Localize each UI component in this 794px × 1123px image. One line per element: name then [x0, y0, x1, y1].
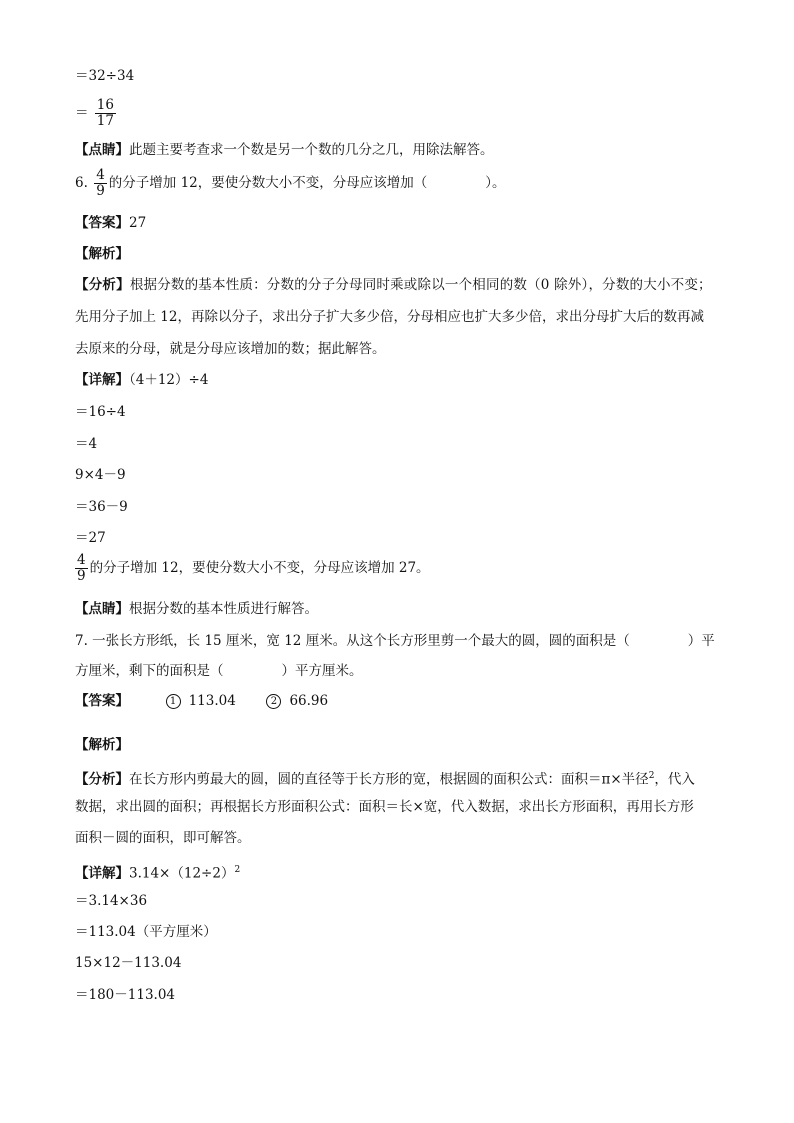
tip-6: 【点睛】根据分数的基本性质进行解答。	[75, 601, 318, 617]
detail-6-line3: ＝4	[75, 436, 98, 452]
analysis-6-line3: 去原来的分母，就是分母应该增加的数；据此解答。	[75, 341, 386, 357]
analysis-7-line3: 面积－圆的面积，即可解答。	[75, 830, 251, 846]
analysis-6-line1: 【分析】根据分数的基本性质：分数的分子分母同时乘或除以一个相同的数（0 除外），分数的大小不变；	[75, 277, 712, 293]
detail-6-line7: $\frac{4}{9}$ 的分子增加 12，要使分数大小不变，分母应该增加 27。	[77, 552, 430, 584]
detail-6-line6: ＝27	[75, 530, 106, 546]
detail-6-line4: 9×4－9	[75, 467, 126, 483]
analysis-heading-6: 【解析】	[75, 246, 129, 262]
fraction-4-9: $\frac{4}{9}$	[96, 167, 105, 199]
question-7-line2: 方厘米，剩下的面积是（ ）平方厘米。	[75, 663, 363, 679]
tip-line: 【点睛】此题主要考查求一个数是另一个数的几分之几，用除法解答。	[75, 142, 494, 158]
detail-7-line5: ＝180－113.04	[75, 987, 176, 1003]
fraction-16-17: $\frac{16}{17}$	[96, 97, 114, 129]
detail-6-line2: ＝16÷4	[75, 404, 126, 420]
detail-6-line1: 【详解】（4＋12）÷4	[75, 372, 209, 388]
calc-line: ＝32÷34	[75, 68, 135, 84]
analysis-6-line2: 先用分子加上 12，再除以分子，求出分子扩大多少倍，分母相应也扩大多少倍，求出分母扩大后的数再减	[75, 309, 704, 325]
analysis-7-line2: 数据，求出圆的面积；再根据长方形面积公式：面积＝长×宽，代入数据，求出长方形面积，再用长方形	[75, 799, 694, 815]
question-6: 6. $\frac{4}{9}$ 的分子增加 12，要使分数大小不变，分母应该增加（ ）。	[75, 167, 506, 199]
detail-7-line1: 【详解】$3.14\times(12\div 2)^2$	[75, 865, 241, 882]
detail-7-line2: ＝3.14×36	[75, 893, 148, 909]
tip-tag: 【点睛】	[75, 142, 129, 158]
question-7-line1: 7. 一张长方形纸，长 15 厘米，宽 12 厘米。从这个长方形里剪一个最大的圆，圆的面积是（ ）平	[75, 633, 715, 649]
analysis-heading-7: 【解析】	[75, 737, 129, 753]
circled-number-2: 2	[266, 694, 281, 709]
answer-7: 【答案】 1 113.04 2 66.96	[75, 693, 329, 709]
answer-6: 【答案】27	[75, 215, 147, 231]
calc-line-fraction: ＝ $\frac{16}{17}$	[75, 97, 114, 129]
circled-number-1: 1	[166, 694, 181, 709]
detail-7-line3: ＝113.04（平方厘米）	[75, 924, 217, 940]
analysis-7-line1: 【分析】在长方形内剪最大的圆，圆的直径等于长方形的宽，根据圆的面积公式：面积＝π×半径$^2$，代入	[75, 771, 695, 788]
fraction-4-9-repeat: $\frac{4}{9}$	[77, 552, 86, 584]
detail-6-line5: ＝36－9	[75, 499, 128, 515]
detail-7-line4: 15×12－113.04	[75, 955, 182, 971]
